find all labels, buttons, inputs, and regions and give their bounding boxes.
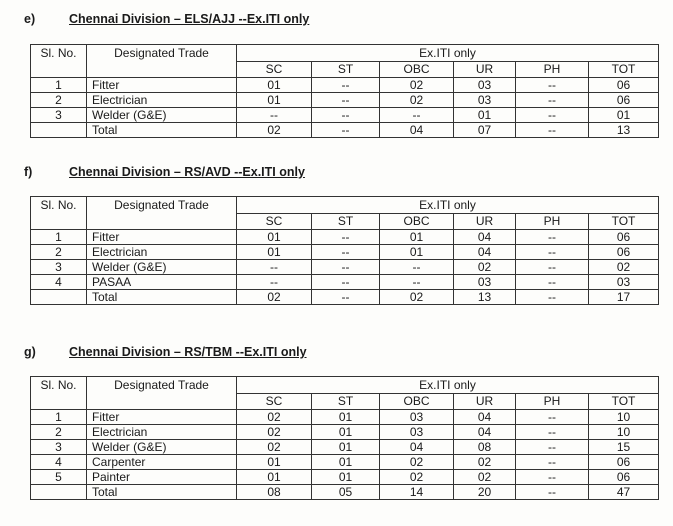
row-trade: Fitter [87, 230, 237, 245]
cell-st: -- [312, 78, 380, 93]
cell-ur: 01 [454, 108, 516, 123]
table-row [31, 108, 659, 123]
cell-tot: 06 [589, 230, 659, 245]
cell-sc: 01 [237, 455, 312, 470]
cell-tot: 03 [589, 275, 659, 290]
total-label: Total [87, 290, 237, 305]
vacancy-table [30, 196, 659, 305]
cell-st: -- [312, 230, 380, 245]
cell-obc: -- [380, 275, 454, 290]
cell-ur: 02 [454, 260, 516, 275]
cell-ph: -- [516, 245, 589, 260]
cell-ph: -- [516, 108, 589, 123]
total-tot: 13 [589, 123, 659, 138]
cell-tot: 06 [589, 455, 659, 470]
cell-ur: 04 [454, 425, 516, 440]
header-tot: TOT [589, 61, 659, 78]
total-sc: 02 [237, 123, 312, 138]
cell-st: -- [312, 275, 380, 290]
total-obc: 04 [380, 123, 454, 138]
header-sl-no: Sl. No. [31, 197, 87, 230]
row-sl-no: 3 [31, 260, 87, 275]
cell-tot: 06 [589, 470, 659, 485]
table-row [31, 78, 659, 93]
header-tot: TOT [589, 213, 659, 230]
cell-obc: 03 [380, 410, 454, 425]
total-st: -- [312, 290, 380, 305]
cell-tot: 15 [589, 440, 659, 455]
cell-obc: 04 [380, 440, 454, 455]
header-ur: UR [454, 393, 516, 410]
cell-ur: 04 [454, 245, 516, 260]
total-obc: 02 [380, 290, 454, 305]
total-sl-blank [31, 290, 87, 305]
header-obc: OBC [380, 213, 454, 230]
total-ur: 07 [454, 123, 516, 138]
cell-ph: -- [516, 440, 589, 455]
header-sl-no: Sl. No. [31, 377, 87, 410]
cell-st: -- [312, 245, 380, 260]
table-row [31, 410, 659, 425]
row-trade: Electrician [87, 93, 237, 108]
header-sl-no: Sl. No. [31, 45, 87, 78]
total-sc: 02 [237, 290, 312, 305]
row-sl-no: 1 [31, 230, 87, 245]
cell-sc: -- [237, 260, 312, 275]
total-row [31, 290, 659, 305]
table-row [31, 455, 659, 470]
row-trade: Electrician [87, 425, 237, 440]
total-sl-blank [31, 485, 87, 500]
cell-ur: 08 [454, 440, 516, 455]
header-st: ST [312, 61, 380, 78]
cell-sc: -- [237, 275, 312, 290]
section-letter: e) [24, 12, 36, 26]
row-trade: Fitter [87, 78, 237, 93]
cell-obc: 02 [380, 470, 454, 485]
cell-ur: 03 [454, 275, 516, 290]
cell-ph: -- [516, 78, 589, 93]
total-label: Total [87, 485, 237, 500]
cell-obc: -- [380, 260, 454, 275]
header-sc: SC [237, 393, 312, 410]
total-tot: 17 [589, 290, 659, 305]
total-ph: -- [516, 290, 589, 305]
header-designated-trade: Designated Trade [87, 197, 237, 230]
row-trade: PASAA [87, 275, 237, 290]
cell-tot: 02 [589, 260, 659, 275]
table-row [31, 275, 659, 290]
cell-st: 01 [312, 425, 380, 440]
table-row [31, 425, 659, 440]
row-trade: Welder (G&E) [87, 440, 237, 455]
cell-obc: 03 [380, 425, 454, 440]
header-st: ST [312, 213, 380, 230]
header-sc: SC [237, 213, 312, 230]
cell-sc: 01 [237, 230, 312, 245]
header-designated-trade: Designated Trade [87, 45, 237, 78]
cell-obc: 02 [380, 78, 454, 93]
vacancy-table [30, 376, 659, 500]
cell-st: 01 [312, 410, 380, 425]
header-ur: UR [454, 61, 516, 78]
table-row [31, 230, 659, 245]
row-trade: Carpenter [87, 455, 237, 470]
section-title: Chennai Division – RS/TBM --Ex.ITI only [69, 345, 307, 359]
table-row [31, 245, 659, 260]
total-st: 05 [312, 485, 380, 500]
cell-ur: 04 [454, 410, 516, 425]
cell-obc: 02 [380, 93, 454, 108]
section-letter: g) [24, 345, 36, 359]
total-tot: 47 [589, 485, 659, 500]
header-designated-trade: Designated Trade [87, 377, 237, 410]
cell-ph: -- [516, 260, 589, 275]
table-row [31, 260, 659, 275]
cell-tot: 06 [589, 78, 659, 93]
total-label: Total [87, 123, 237, 138]
cell-st: -- [312, 93, 380, 108]
cell-sc: 02 [237, 425, 312, 440]
cell-obc: 01 [380, 230, 454, 245]
row-sl-no: 3 [31, 108, 87, 123]
cell-tot: 10 [589, 410, 659, 425]
table-row [31, 93, 659, 108]
row-sl-no: 1 [31, 410, 87, 425]
header-obc: OBC [380, 61, 454, 78]
row-sl-no: 2 [31, 245, 87, 260]
cell-st: -- [312, 108, 380, 123]
cell-sc: 01 [237, 78, 312, 93]
total-ur: 13 [454, 290, 516, 305]
row-sl-no: 5 [31, 470, 87, 485]
cell-sc: 01 [237, 93, 312, 108]
header-obc: OBC [380, 393, 454, 410]
cell-ur: 02 [454, 455, 516, 470]
table-row [31, 470, 659, 485]
row-trade: Painter [87, 470, 237, 485]
cell-ph: -- [516, 470, 589, 485]
cell-ph: -- [516, 410, 589, 425]
cell-obc: -- [380, 108, 454, 123]
cell-ur: 02 [454, 470, 516, 485]
header-sc: SC [237, 61, 312, 78]
cell-ph: -- [516, 230, 589, 245]
cell-ph: -- [516, 455, 589, 470]
row-trade: Welder (G&E) [87, 260, 237, 275]
header-st: ST [312, 393, 380, 410]
cell-sc: 02 [237, 410, 312, 425]
cell-obc: 01 [380, 245, 454, 260]
vacancy-table [30, 44, 659, 138]
cell-ph: -- [516, 275, 589, 290]
row-sl-no: 4 [31, 275, 87, 290]
cell-st: 01 [312, 470, 380, 485]
total-ph: -- [516, 123, 589, 138]
row-sl-no: 3 [31, 440, 87, 455]
row-sl-no: 2 [31, 93, 87, 108]
cell-sc: 01 [237, 245, 312, 260]
row-sl-no: 1 [31, 78, 87, 93]
total-st: -- [312, 123, 380, 138]
cell-obc: 02 [380, 455, 454, 470]
cell-st: -- [312, 260, 380, 275]
cell-sc: -- [237, 108, 312, 123]
header-ph: PH [516, 61, 589, 78]
cell-sc: 02 [237, 440, 312, 455]
header-ex-iti-only: Ex.ITI only [237, 197, 659, 214]
total-sc: 08 [237, 485, 312, 500]
cell-tot: 06 [589, 93, 659, 108]
row-trade: Fitter [87, 410, 237, 425]
cell-tot: 06 [589, 245, 659, 260]
header-ph: PH [516, 393, 589, 410]
total-sl-blank [31, 123, 87, 138]
row-sl-no: 4 [31, 455, 87, 470]
cell-tot: 10 [589, 425, 659, 440]
cell-ph: -- [516, 425, 589, 440]
total-obc: 14 [380, 485, 454, 500]
section-letter: f) [24, 165, 33, 179]
cell-ur: 04 [454, 230, 516, 245]
cell-st: 01 [312, 455, 380, 470]
cell-ph: -- [516, 93, 589, 108]
row-trade: Welder (G&E) [87, 108, 237, 123]
cell-st: 01 [312, 440, 380, 455]
total-row [31, 123, 659, 138]
header-ex-iti-only: Ex.ITI only [237, 377, 659, 394]
header-ur: UR [454, 213, 516, 230]
row-sl-no: 2 [31, 425, 87, 440]
section-title: Chennai Division – ELS/AJJ --Ex.ITI only [69, 12, 310, 26]
row-trade: Electrician [87, 245, 237, 260]
header-ex-iti-only: Ex.ITI only [237, 45, 659, 62]
total-ur: 20 [454, 485, 516, 500]
cell-tot: 01 [589, 108, 659, 123]
total-row [31, 485, 659, 500]
cell-sc: 01 [237, 470, 312, 485]
table-row [31, 440, 659, 455]
cell-ur: 03 [454, 93, 516, 108]
total-ph: -- [516, 485, 589, 500]
section-title: Chennai Division – RS/AVD --Ex.ITI only [69, 165, 305, 179]
cell-ur: 03 [454, 78, 516, 93]
header-tot: TOT [589, 393, 659, 410]
header-ph: PH [516, 213, 589, 230]
